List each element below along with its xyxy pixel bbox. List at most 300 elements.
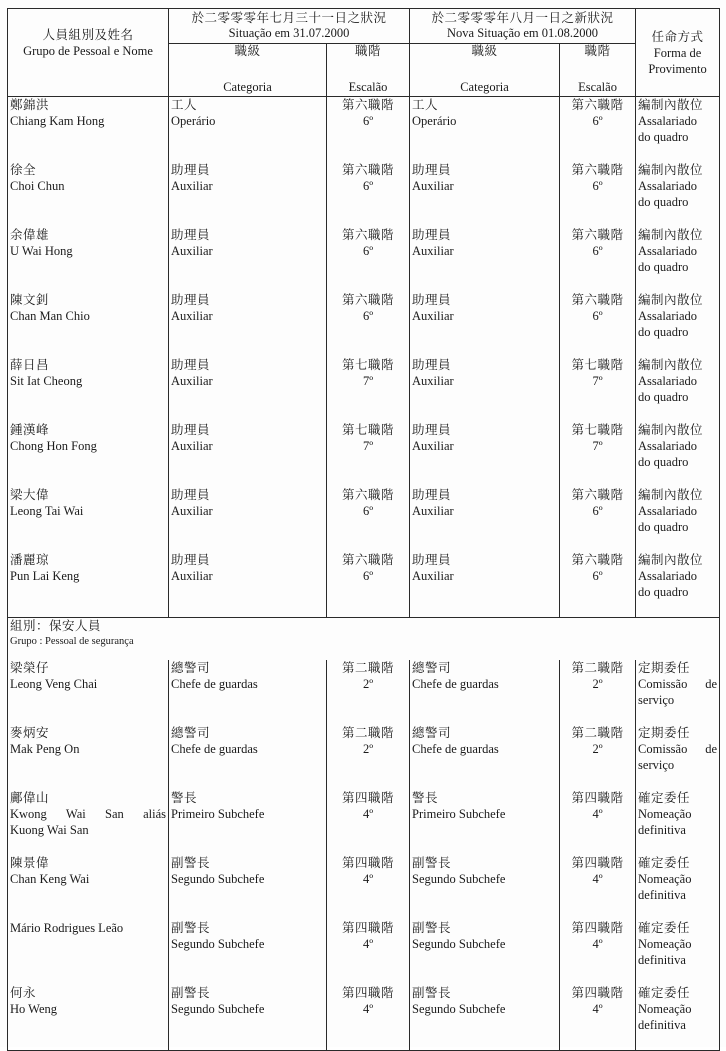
category-after-pt: Auxiliar xyxy=(412,374,454,388)
header-name-group xyxy=(8,9,169,97)
escalao-before-value: 7º xyxy=(362,374,374,388)
escalao-before-value: 6º xyxy=(362,114,374,128)
escalao-before-cell xyxy=(327,357,410,422)
header-name-zh: 人員組別及姓名 xyxy=(42,28,134,42)
category-after-zh: 總警司 xyxy=(412,726,452,740)
name-pt: Mak Peng On xyxy=(10,742,80,756)
escalao-after-value: 7º xyxy=(592,374,603,388)
escalao-before-cell xyxy=(327,660,410,725)
category-before-cell xyxy=(169,855,327,920)
escalao-before-zh: 第四職階 xyxy=(342,921,395,935)
escalao-before-value: 4º xyxy=(362,937,374,951)
provimento-zh: 編制內散位 xyxy=(638,488,704,502)
category-before-zh: 助理員 xyxy=(171,488,211,502)
category-before-cell xyxy=(169,985,327,1051)
provimento-pt1: Comissão de xyxy=(638,677,718,691)
provimento-cell xyxy=(636,552,720,618)
provimento-cell xyxy=(636,855,720,920)
escalao-before-value: 4º xyxy=(362,807,374,821)
name-cell xyxy=(8,855,169,920)
header-after-pt: Nova Situação em 01.08.2000 xyxy=(447,26,599,40)
name-zh: 陳景偉 xyxy=(10,856,50,870)
provimento-zh: 編制內散位 xyxy=(638,358,704,372)
provimento-cell xyxy=(636,487,720,552)
header-esc-zh: 職階 xyxy=(355,44,382,58)
name-cell xyxy=(8,292,169,357)
header-after-zh: 於二零零零年八月一日之新狀況 xyxy=(431,11,614,25)
category-before-cell xyxy=(169,97,327,163)
category-after-cell xyxy=(410,357,560,422)
header-before-zh: 於二零零零年七月三十一日之狀況 xyxy=(191,11,387,25)
header-prov-zh: 任命方式 xyxy=(651,30,704,44)
escalao-after-zh: 第二職階 xyxy=(571,661,624,675)
table-row xyxy=(8,552,720,618)
staff-transition-table xyxy=(7,8,720,1051)
provimento-zh: 定期委任 xyxy=(638,726,691,740)
header-esc-pt: Escalão xyxy=(348,80,388,94)
category-after-pt: Segundo Subchefe xyxy=(412,937,506,951)
table-row xyxy=(8,855,720,920)
escalao-before-cell xyxy=(327,97,410,163)
name-cell xyxy=(8,487,169,552)
table-row xyxy=(8,97,720,163)
name-pt: Chan Man Chio xyxy=(10,309,90,323)
category-after-zh: 助理員 xyxy=(412,358,452,372)
provimento-cell xyxy=(636,227,720,292)
category-before-pt: Chefe de guardas xyxy=(171,677,258,691)
category-before-zh: 助理員 xyxy=(171,293,211,307)
group-row xyxy=(8,618,720,661)
category-before-pt: Auxiliar xyxy=(171,179,213,193)
category-after-pt: Auxiliar xyxy=(412,244,454,258)
name-zh: 梁榮仔 xyxy=(10,661,50,675)
provimento-zh: 確定委任 xyxy=(638,791,691,805)
category-after-zh: 副警長 xyxy=(412,921,452,935)
category-before-cell xyxy=(169,227,327,292)
escalao-after-value: 4º xyxy=(592,872,603,886)
header-prov-pt1: Forma de xyxy=(653,46,702,60)
escalao-after-zh: 第六職階 xyxy=(571,553,624,567)
provimento-pt2: do quadro xyxy=(638,325,689,339)
category-after-zh: 助理員 xyxy=(412,488,452,502)
category-before-zh: 總警司 xyxy=(171,726,211,740)
provimento-zh: 編制內散位 xyxy=(638,98,704,112)
category-after-pt: Auxiliar xyxy=(412,439,454,453)
header-cat-pt: Categoria xyxy=(223,80,272,94)
category-before-zh: 副警長 xyxy=(171,856,211,870)
escalao-after-zh: 第六職階 xyxy=(571,293,624,307)
category-after-zh: 助理員 xyxy=(412,553,452,567)
category-after-pt: Operário xyxy=(412,114,457,128)
category-after-pt: Auxiliar xyxy=(412,504,454,518)
header-before-situation xyxy=(169,9,410,44)
name-pt: Chan Keng Wai xyxy=(10,872,90,886)
escalao-before-value: 6º xyxy=(362,179,374,193)
escalao-after-zh: 第六職階 xyxy=(571,488,624,502)
provimento-pt2: definitiva xyxy=(638,823,686,837)
table-row xyxy=(8,422,720,487)
escalao-after-value: 6º xyxy=(592,309,603,323)
name-zh: 陳文釗 xyxy=(10,293,50,307)
escalao-after-zh: 第四職階 xyxy=(571,791,624,805)
header-escalao-before xyxy=(327,44,410,97)
escalao-before-zh: 第二職階 xyxy=(342,661,395,675)
escalao-after-value: 7º xyxy=(592,439,603,453)
table-row xyxy=(8,920,720,985)
provimento-pt1: Assalariado xyxy=(638,569,698,583)
provimento-pt1: Assalariado xyxy=(638,179,698,193)
provimento-zh: 確定委任 xyxy=(638,986,691,1000)
provimento-pt1: Assalariado xyxy=(638,504,698,518)
provimento-zh: 確定委任 xyxy=(638,856,691,870)
provimento-pt2: serviço xyxy=(638,693,675,707)
provimento-pt1: Nomeação xyxy=(638,937,692,951)
provimento-zh: 定期委任 xyxy=(638,661,691,675)
escalao-before-zh: 第二職階 xyxy=(342,726,395,740)
provimento-cell xyxy=(636,357,720,422)
escalao-after-value: 6º xyxy=(592,244,603,258)
provimento-pt1: Nomeação xyxy=(638,1002,692,1016)
category-before-zh: 警長 xyxy=(171,791,198,805)
name-pt: Chiang Kam Hong xyxy=(10,114,105,128)
escalao-after-value: 2º xyxy=(592,742,603,756)
escalao-after-cell xyxy=(560,725,636,790)
category-after-cell xyxy=(410,162,560,227)
provimento-pt2: do quadro xyxy=(638,390,689,404)
escalao-before-value: 2º xyxy=(362,677,374,691)
category-before-pt: Auxiliar xyxy=(171,374,213,388)
escalao-after-cell xyxy=(560,292,636,357)
category-before-zh: 助理員 xyxy=(171,228,211,242)
provimento-pt2: do quadro xyxy=(638,260,689,274)
provimento-pt2: do quadro xyxy=(638,455,689,469)
header-esc-zh: 職階 xyxy=(584,44,611,58)
category-after-zh: 警長 xyxy=(412,791,439,805)
escalao-before-cell xyxy=(327,985,410,1051)
escalao-after-value: 6º xyxy=(592,179,603,193)
name-cell xyxy=(8,790,169,855)
category-before-zh: 副警長 xyxy=(171,986,211,1000)
header-esc-pt: Escalão xyxy=(578,80,617,94)
provimento-zh: 確定委任 xyxy=(638,921,691,935)
category-before-pt: Segundo Subchefe xyxy=(171,1002,265,1016)
escalao-after-zh: 第六職階 xyxy=(571,163,624,177)
category-after-cell xyxy=(410,725,560,790)
header-after-situation xyxy=(410,9,636,44)
name-cell xyxy=(8,985,169,1051)
provimento-pt2: definitiva xyxy=(638,953,686,967)
escalao-before-cell xyxy=(327,292,410,357)
provimento-pt2: do quadro xyxy=(638,520,689,534)
escalao-before-zh: 第六職階 xyxy=(342,293,395,307)
provimento-pt2: do quadro xyxy=(638,585,689,599)
escalao-before-zh: 第六職階 xyxy=(342,163,395,177)
escalao-before-zh: 第七職階 xyxy=(342,358,395,372)
escalao-after-zh: 第二職階 xyxy=(571,726,624,740)
category-before-zh: 助理員 xyxy=(171,163,211,177)
header-before-pt: Situação em 31.07.2000 xyxy=(228,26,350,40)
escalao-before-value: 4º xyxy=(362,1002,374,1016)
table-row xyxy=(8,725,720,790)
name-zh: 余偉雄 xyxy=(10,228,50,242)
name-pt: Kwong Wai San aliás xyxy=(10,807,166,821)
name-cell xyxy=(8,422,169,487)
category-before-zh: 助理員 xyxy=(171,553,211,567)
name-cell xyxy=(8,357,169,422)
category-after-pt: Auxiliar xyxy=(412,179,454,193)
escalao-after-zh: 第七職階 xyxy=(571,423,624,437)
category-after-cell xyxy=(410,422,560,487)
escalao-before-zh: 第六職階 xyxy=(342,98,395,112)
name-pt: Choi Chun xyxy=(10,179,65,193)
provimento-cell xyxy=(636,162,720,227)
escalao-after-zh: 第七職階 xyxy=(571,358,624,372)
name-pt: Leong Veng Chai xyxy=(10,677,98,691)
category-before-pt: Auxiliar xyxy=(171,569,213,583)
escalao-after-cell xyxy=(560,162,636,227)
category-before-cell xyxy=(169,725,327,790)
table-row xyxy=(8,487,720,552)
escalao-before-zh: 第六職階 xyxy=(342,553,395,567)
provimento-pt1: Nomeação xyxy=(638,872,692,886)
escalao-before-zh: 第六職階 xyxy=(342,488,395,502)
escalao-before-cell xyxy=(327,227,410,292)
provimento-zh: 編制內散位 xyxy=(638,163,704,177)
category-after-zh: 助理員 xyxy=(412,163,452,177)
escalao-after-cell xyxy=(560,97,636,163)
provimento-pt2: do quadro xyxy=(638,195,689,209)
provimento-cell xyxy=(636,790,720,855)
header-cat-zh: 職級 xyxy=(471,44,498,58)
name-zh: 徐全 xyxy=(10,163,37,177)
header-escalao-after xyxy=(560,44,636,97)
escalao-after-value: 6º xyxy=(592,114,603,128)
category-after-cell xyxy=(410,985,560,1051)
group-label-zh: 組別：保安人員 xyxy=(10,619,102,633)
escalao-after-cell xyxy=(560,552,636,618)
category-after-cell xyxy=(410,920,560,985)
name-pt-continued: Kuong Wai San xyxy=(10,823,89,837)
header-prov-pt2: Provimento xyxy=(648,62,707,76)
category-before-cell xyxy=(169,357,327,422)
escalao-before-zh: 第七職階 xyxy=(342,423,395,437)
provimento-cell xyxy=(636,985,720,1051)
category-before-pt: Chefe de guardas xyxy=(171,742,258,756)
escalao-after-value: 2º xyxy=(592,677,603,691)
provimento-zh: 編制內散位 xyxy=(638,553,704,567)
category-before-pt: Auxiliar xyxy=(171,504,213,518)
category-before-pt: Auxiliar xyxy=(171,309,213,323)
escalao-after-cell xyxy=(560,422,636,487)
provimento-pt1: Assalariado xyxy=(638,309,698,323)
name-zh: 薛日昌 xyxy=(10,358,50,372)
name-zh: 鍾漢峰 xyxy=(10,423,50,437)
name-pt: U Wai Hong xyxy=(10,244,73,258)
escalao-after-value: 6º xyxy=(592,569,603,583)
provimento-pt2: definitiva xyxy=(638,1018,686,1032)
escalao-before-cell xyxy=(327,422,410,487)
category-before-cell xyxy=(169,487,327,552)
category-before-pt: Primeiro Subchefe xyxy=(171,807,265,821)
escalao-after-value: 4º xyxy=(592,937,603,951)
category-after-zh: 助理員 xyxy=(412,228,452,242)
category-after-zh: 副警長 xyxy=(412,986,452,1000)
table-row xyxy=(8,292,720,357)
name-cell xyxy=(8,162,169,227)
category-before-pt: Segundo Subchefe xyxy=(171,937,265,951)
category-before-zh: 工人 xyxy=(171,98,198,112)
category-after-pt: Chefe de guardas xyxy=(412,742,499,756)
escalao-before-zh: 第四職階 xyxy=(342,856,395,870)
category-after-zh: 工人 xyxy=(412,98,439,112)
provimento-pt2: definitiva xyxy=(638,888,686,902)
table-body-assalariados xyxy=(8,97,720,618)
category-before-cell xyxy=(169,790,327,855)
category-after-cell xyxy=(410,660,560,725)
escalao-before-value: 6º xyxy=(362,569,374,583)
escalao-before-value: 2º xyxy=(362,742,374,756)
provimento-zh: 編制內散位 xyxy=(638,423,704,437)
name-zh: 梁大偉 xyxy=(10,488,50,502)
category-after-cell xyxy=(410,227,560,292)
escalao-after-value: 6º xyxy=(592,504,603,518)
header-provimento xyxy=(636,9,720,97)
escalao-after-cell xyxy=(560,487,636,552)
escalao-after-zh: 第六職階 xyxy=(571,228,624,242)
escalao-before-cell xyxy=(327,552,410,618)
escalao-after-cell xyxy=(560,790,636,855)
provimento-zh: 編制內散位 xyxy=(638,228,704,242)
category-after-cell xyxy=(410,552,560,618)
category-before-cell xyxy=(169,552,327,618)
escalao-after-cell xyxy=(560,920,636,985)
provimento-cell xyxy=(636,660,720,725)
escalao-before-cell xyxy=(327,920,410,985)
category-after-cell xyxy=(410,97,560,163)
category-after-pt: Segundo Subchefe xyxy=(412,872,506,886)
provimento-pt1: Assalariado xyxy=(638,114,698,128)
header-cat-zh: 職級 xyxy=(234,44,261,58)
category-before-pt: Segundo Subchefe xyxy=(171,872,265,886)
table-row xyxy=(8,660,720,725)
escalao-after-cell xyxy=(560,227,636,292)
escalao-before-value: 4º xyxy=(362,872,374,886)
category-before-pt: Operário xyxy=(171,114,216,128)
provimento-pt1: Assalariado xyxy=(638,244,698,258)
provimento-pt1: Nomeação xyxy=(638,807,692,821)
escalao-before-value: 6º xyxy=(362,244,374,258)
table-row xyxy=(8,790,720,855)
table-body-seguranca xyxy=(8,660,720,1051)
category-before-zh: 副警長 xyxy=(171,921,211,935)
name-zh: 麥炳安 xyxy=(10,726,50,740)
category-before-cell xyxy=(169,920,327,985)
escalao-after-cell xyxy=(560,985,636,1051)
escalao-after-value: 4º xyxy=(592,1002,603,1016)
table-row xyxy=(8,985,720,1051)
name-cell xyxy=(8,552,169,618)
table-row xyxy=(8,357,720,422)
name-pt: Pun Lai Keng xyxy=(10,569,80,583)
category-before-pt: Auxiliar xyxy=(171,439,213,453)
category-after-cell xyxy=(410,487,560,552)
category-before-zh: 總警司 xyxy=(171,661,211,675)
escalao-before-cell xyxy=(327,487,410,552)
escalao-after-zh: 第四職階 xyxy=(571,921,624,935)
category-before-cell xyxy=(169,162,327,227)
name-pt: Sit Iat Cheong xyxy=(10,374,83,388)
name-cell xyxy=(8,725,169,790)
table-row xyxy=(8,227,720,292)
escalao-before-cell xyxy=(327,725,410,790)
header-name-pt: Grupo de Pessoal e Nome xyxy=(23,44,153,58)
escalao-after-cell xyxy=(560,855,636,920)
header-cat-pt: Categoria xyxy=(460,80,509,94)
category-after-cell xyxy=(410,790,560,855)
group-section xyxy=(8,618,720,661)
provimento-cell xyxy=(636,292,720,357)
provimento-zh: 編制內散位 xyxy=(638,293,704,307)
category-before-pt: Auxiliar xyxy=(171,244,213,258)
name-zh: 鄭錦洪 xyxy=(10,98,50,112)
provimento-pt2: serviço xyxy=(638,758,675,772)
escalao-after-cell xyxy=(560,357,636,422)
escalao-before-value: 6º xyxy=(362,504,374,518)
category-after-pt: Segundo Subchefe xyxy=(412,1002,506,1016)
escalao-after-zh: 第四職階 xyxy=(571,856,624,870)
name-cell xyxy=(8,920,169,985)
category-after-pt: Chefe de guardas xyxy=(412,677,499,691)
header-categoria-after xyxy=(410,44,560,97)
escalao-after-zh: 第四職階 xyxy=(571,986,624,1000)
table-row xyxy=(8,162,720,227)
category-before-zh: 助理員 xyxy=(171,423,211,437)
name-pt: Ho Weng xyxy=(10,1002,58,1016)
escalao-before-value: 7º xyxy=(362,439,374,453)
group-label-pt: Grupo : Pessoal de segurança xyxy=(10,636,134,647)
category-after-pt: Primeiro Subchefe xyxy=(412,807,506,821)
escalao-after-value: 4º xyxy=(592,807,603,821)
category-after-cell xyxy=(410,855,560,920)
category-before-cell xyxy=(169,292,327,357)
escalao-after-zh: 第六職階 xyxy=(571,98,624,112)
escalao-before-cell xyxy=(327,162,410,227)
category-after-zh: 副警長 xyxy=(412,856,452,870)
category-before-cell xyxy=(169,660,327,725)
provimento-pt1: Assalariado xyxy=(638,439,698,453)
category-after-zh: 助理員 xyxy=(412,423,452,437)
provimento-pt2: do quadro xyxy=(638,130,689,144)
provimento-pt1: Assalariado xyxy=(638,374,698,388)
table-header xyxy=(8,9,720,97)
category-before-cell xyxy=(169,422,327,487)
escalao-before-zh: 第六職階 xyxy=(342,228,395,242)
name-zh: 潘麗琼 xyxy=(10,553,50,567)
provimento-pt1: Comissão de xyxy=(638,742,718,756)
category-after-zh: 助理員 xyxy=(412,293,452,307)
escalao-before-value: 6º xyxy=(362,309,374,323)
category-after-zh: 總警司 xyxy=(412,661,452,675)
name-cell xyxy=(8,227,169,292)
escalao-before-zh: 第四職階 xyxy=(342,986,395,1000)
name-pt: Leong Tai Wai xyxy=(10,504,84,518)
name-zh: 何永 xyxy=(10,986,37,1000)
category-after-pt: Auxiliar xyxy=(412,309,454,323)
category-after-pt: Auxiliar xyxy=(412,569,454,583)
provimento-cell xyxy=(636,422,720,487)
name-cell xyxy=(8,97,169,163)
group-label-cell xyxy=(8,618,720,661)
